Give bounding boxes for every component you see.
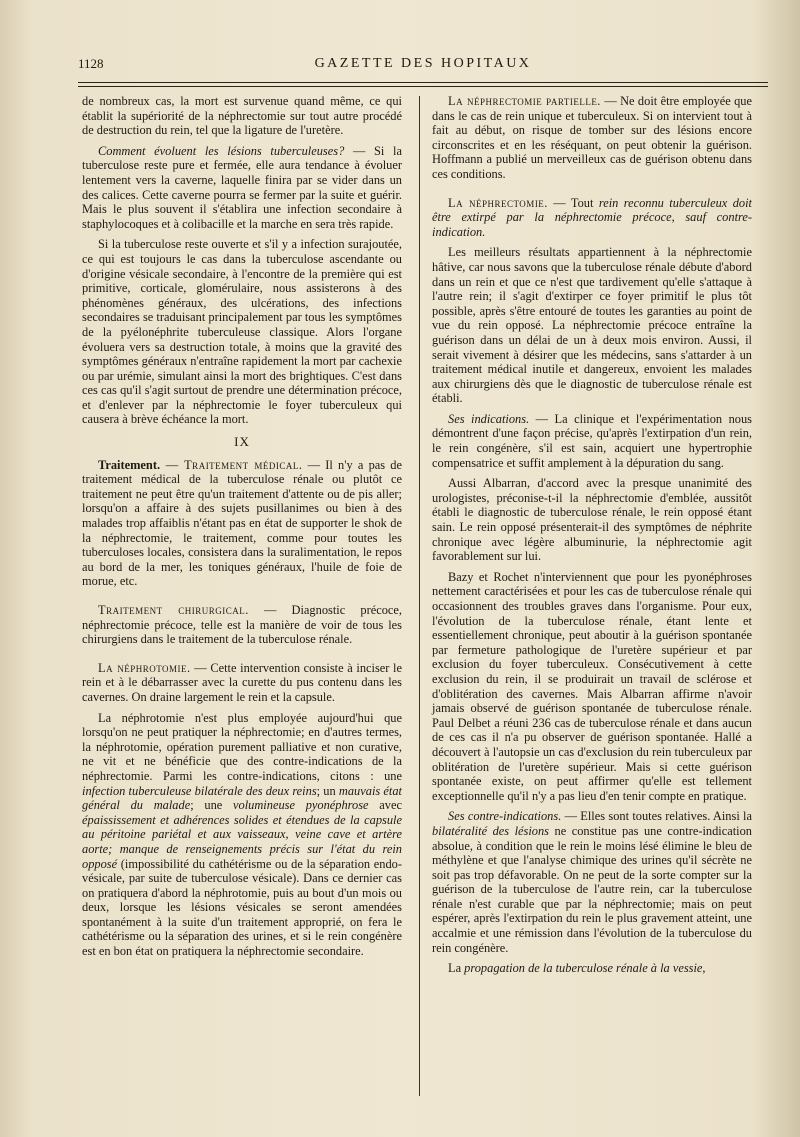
paragraph: de nombreux cas, la mort est survenue quand même, ce qui établit la supériorité de la néphrectomie sur tout autre procédé de destruction du rein, tel que la ligature de l'uretère. (82, 94, 402, 138)
paragraph: Les meilleurs résultats appartiennent à la néphrectomie hâtive, car nous savons que la tuberculose rénale débute d'abord dans un rein et que ce n'est que tardivement qu'elle s'attaque à l'autre rein; il s'agit d'extirper ce foyer primitif le plus tôt possible, après s'être entouré de toutes les garanties au point de vue du rein opposé. La néphrectomie précoce entraîne la guérison dans un délai de un à deux mois environ. Aussi, il serait vivement à désirer que les médecins, sans s'attarder à un traitement médical inutile et dangereux, envoient les malades aux chirurgiens dès que le diagnostic de tuberculose rénale est établi. (432, 245, 752, 406)
paragraph: Comment évoluent les lésions tuberculeuses? — Si la tuberculose reste pure et fermée, elle aura tendance à évoluer lentement vers la caverne, laquelle finira par se vider dans un des calices. Cette caverne pourra se fermer par la suite et guérir. Mais le plus souvent il s'établira une infection secondaire à staphylocoques et à colibacille et la marche en sera très rapide. (82, 143, 402, 231)
paragraph: Ses indications. — La clinique et l'expérimentation nous démontrent d'une façon précise, qu'après l'extirpation d'un rein, le rein congénère, s'il est sain, acquiert une hypertrophie compensatrice et suffit amplement à la dépuration du sang. (432, 411, 752, 470)
paragraph: Ses contre-indications. — Elles sont toutes relatives. Ainsi la bilatéralité des lésions ne constitue pas une contre-indication absolue, à condition que le rein le moins lésé élimine le bleu de méthylène et que l'analyse chimique des urines qu'il sécrète ne soit pas trop défavorable. On ne peut de la sorte compter sur la guérison de la tuberculose de l'autre rein, car la tuberculose rénale n'est curable que par la néphrectomie; mais on peut espérer, après l'extirpation du rein le plus gravement atteint, une accalmie et une rémission dans l'évolution de la tuberculose du rein congénère. (432, 809, 752, 955)
right-column (432, 94, 752, 982)
page-header (78, 52, 768, 82)
section-number: IX (234, 434, 250, 450)
column-divider (419, 96, 420, 1096)
header-rule-thin (78, 86, 768, 87)
page-number: 1128 (78, 56, 104, 71)
paragraph: Traitement chirurgical. — Diagnostic précoce, néphrectomie précoce, telle est la manière de voir de tous les chirurgiens dans le traitement de la tuberculose rénale. (82, 603, 402, 647)
paragraph: Bazy et Rochet n'interviennent que pour les pyonéphroses nettement caractérisées et pour les cas de tuberculose rénale qui occasionnent des troubles graves dans l'organisme. Pour eux, l'évolution de la tuberculose rénale, étant lente et essentiellement chronique, peut aboutir à la guérison spontanée par fermeture pathologique de l'uretère supérieur et par exclusion du foyer tuberculeux. Consécutivement à cette exclusion du rein, il se produirait un travail de sclérose et d'oblitération des cavernes. Mais Albarran affirme n'avoir jamais observé de guérison spontanée de tuberculose rénale. Paul Delbet a réuni 236 cas de tuberculose rénale et dans aucun de ces cas il n'a pu observer de guérison spontanée. Hallé a découvert à l'autopsie un cas d'exclusion du rein tuberculeux par oblitération de l'uretère supérieur. Mais si cette guérison spontanée existe, on peut affirmer qu'elle est tellement exceptionnelle qu'il n'y a pas lieu d'en tenir compte en pratique. (432, 569, 752, 803)
header-rule (78, 82, 768, 83)
running-title: GAZETTE DES HOPITAUX (314, 56, 532, 71)
paragraph: Si la tuberculose reste ouverte et s'il y a infection surajoutée, ce qui est toujours le cas dans la tuberculose ascendante ou d'origine vésicale secondaire, à l'encontre de la première qui est primitive, corticale, glomérulaire, nous assisterons à des phénomènes généraux, des ulcérations, des infections secondaires se traduisant principalement par tous les symptômes de la pyélonéphrite tuberculeuse classique. Alors l'organe évoluera vers sa destruction totale, à moins que la gravité des symptômes généraux n'entraîne rapidement la mort par cachexie ou par urémie, simulant ainsi la mort des brightiques. C'est dans ces cas qu'il s'agit surtout de prendre une détermination précoce, et d'enlever par la néphrectomie le foyer tuberculeux qui causera à brève échéance la mort. (82, 237, 402, 427)
paragraph: La néphrectomie partielle. — Ne doit être employée que dans le cas de rein unique et tuberculeux. Si on intervient tout à fait au début, on risque de tomber sur des lésions encore circonscrites et en les réséquant, on peut obtenir la guérison. Hoffmann a publié un merveilleux cas de guérison obtenu dans ces conditions. (432, 94, 753, 181)
paragraph: La néphrotomie n'est plus employée aujourd'hui que lorsqu'on ne peut pratiquer la néphrectomie; en d'autres termes, la néphrotomie, opération purement palliative et non curative, ne vit et ne bénéficie que des contre-indications de la néphrectomie. Parmi les contre-indications, citons : une infection tuberculeuse bilatérale des deux reins; un mauvais état général du malade; une volumineuse pyonéphrose avec épaississement et adhérences solides et étendues de la capsule au péritoine pariétal et aux vaisseaux, veine cave et artère aorte; manque de renseignements précis sur l'état du rein opposé (impossibilité du cathétérisme ou de la séparation endo-vésicale, par suite de tuberculose vésicale). Dans ce dernier cas on pratiquera d'abord la néphrotomie, puis au bout d'un mois ou deux, lorsque les lésions vésicales se seront amendées spontanément à la suite d'un traitement approprié, on fera le cathétérisme ou la séparation des urines, et si le rein congénère est en bon état on pratiquera la néphrectomie secondaire. (82, 710, 402, 959)
paragraph: Aussi Albarran, d'accord avec la presque unanimité des urologistes, préconise-t-il la néphrectomie d'emblée, aussitôt établi le diagnostic de tuberculose rénale, le rein opposé étant sain. Le rein opposé présenterait-il des symptômes de néphrite chronique avec légère albuminurie, la néphrectomie agit favorablement sur lui. (432, 476, 752, 564)
paragraph: La néphrectomie. — Tout rein reconnu tuberculeux doit être extirpé par la néphrectomie précoce, sauf contre-indication. (432, 195, 752, 239)
paragraph: La néphrotomie. — Cette intervention consiste à inciser le rein et à le débarrasser avec la curette du pus contenu dans les cavernes. On draine largement le rein et la capsule. (82, 660, 402, 704)
paragraph: La propagation de la tuberculose rénale à la vessie, (448, 961, 706, 976)
paragraph: Traitement. — Traitement médical. — Il n'y a pas de traitement médical de la tuberculose rénale ou plutôt ce traitement ne peut être qu'un traitement d'attente ou de pis aller; lorsqu'on a affaire à des sujets pusillanimes ou bien à des malades trop affaiblis n'étant pas en état de supporter le shok de la néphrectomie, le traitement, comme pour toutes les tuberculoses locales, consistera dans la suralimentation, le repos au bord de la mer, les toniques généraux, l'huile de foie de morue, etc. (82, 457, 402, 589)
left-column (82, 94, 402, 965)
